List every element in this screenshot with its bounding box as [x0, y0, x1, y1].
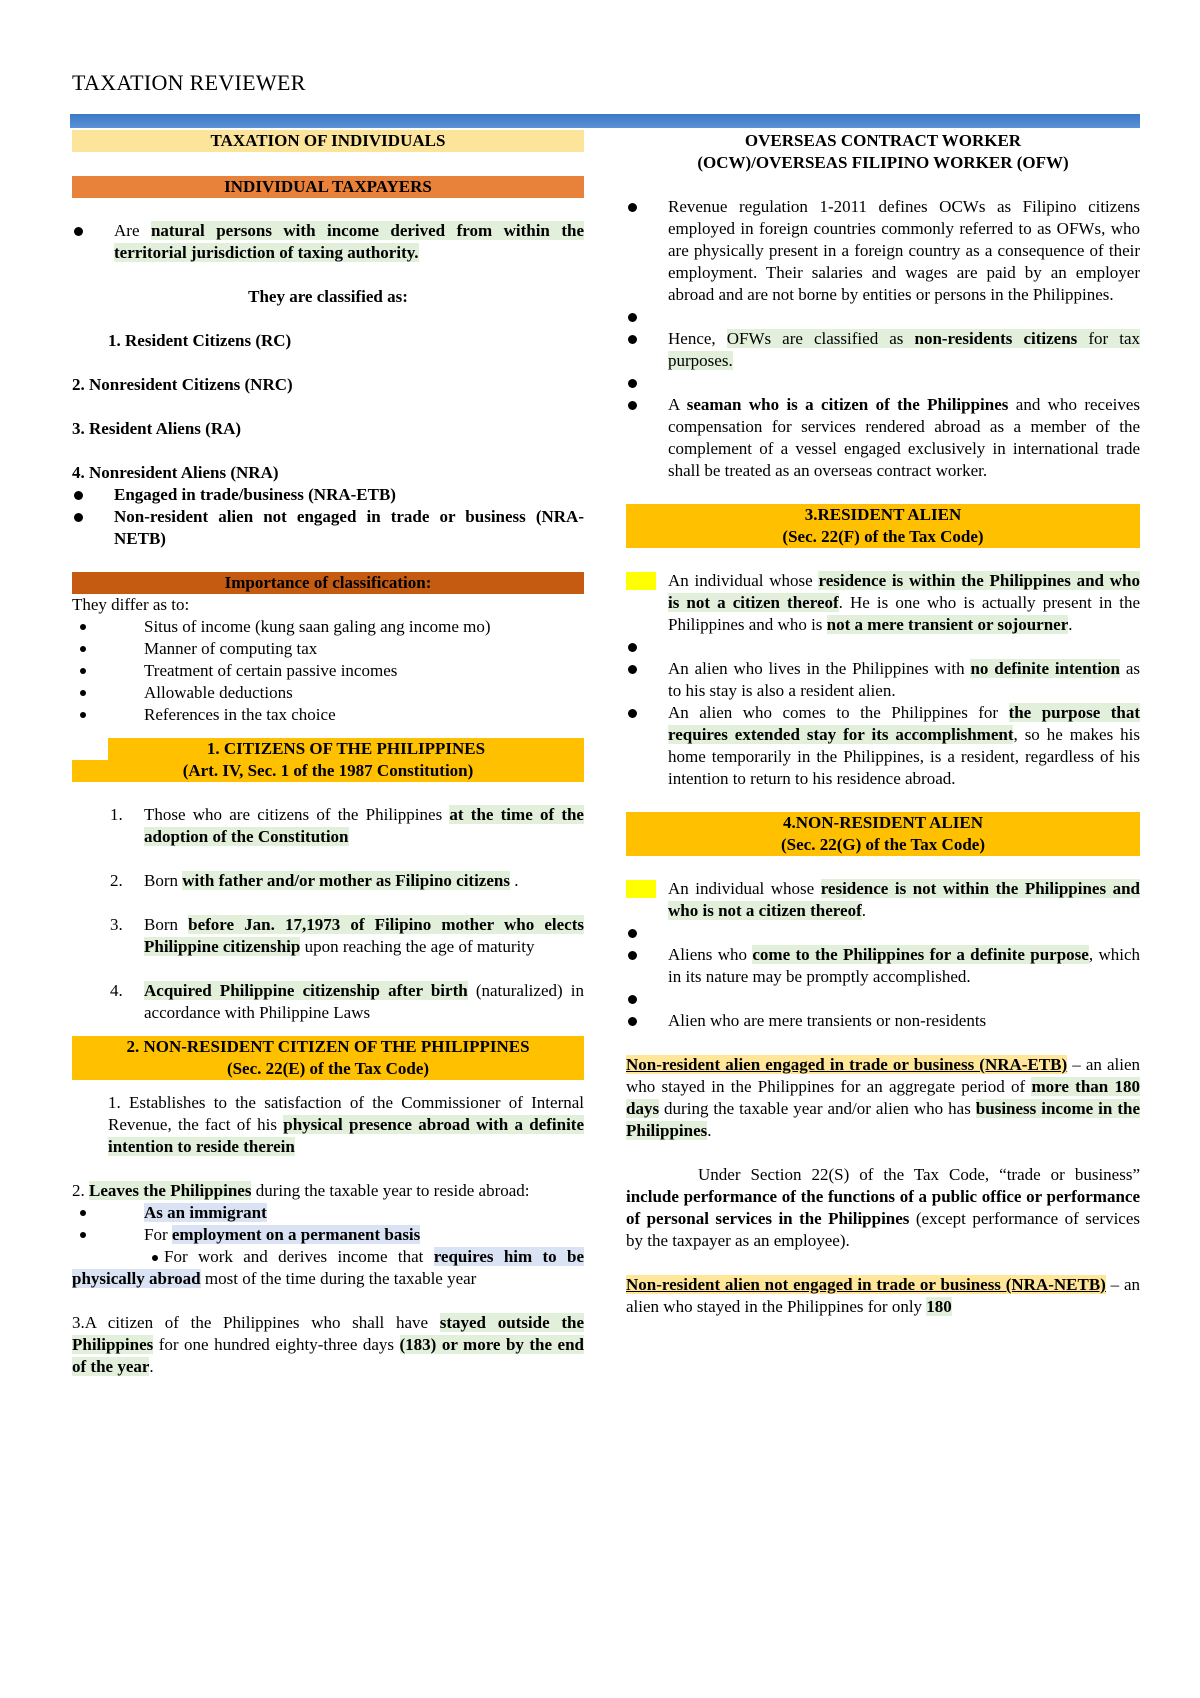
nra-item-3: Alien who are mere transients or non-residents: [626, 1010, 1140, 1032]
resident-alien-list: [626, 570, 1140, 790]
heading-nonresident-alien: [626, 812, 1140, 856]
nrc-item-3: 3.A citizen of the Philippines who shall have stayed outside the Philippines for one hundred eighty-three days (183) or more by the end of the year.: [72, 1313, 584, 1376]
classified-heading: They are classified as:: [248, 287, 408, 306]
differ-item: Situs of income (kung saan galing ang income mo): [72, 616, 584, 638]
heading-ocw-title: OVERSEAS CONTRACT WORKER: [744, 131, 1022, 150]
nrc-sub-employment: For employment on a permanent basis: [72, 1224, 584, 1246]
heading-resident-alien: [626, 504, 1140, 548]
nrc-sub-immigrant: As an immigrant: [72, 1202, 584, 1224]
citizen-item-1: 1. Those who are citizens of the Philippines at the time of the adoption of the Constitution: [110, 805, 584, 846]
heading-citizens: [108, 738, 584, 760]
heading-nonresident-citizen: [72, 1036, 584, 1080]
citizen-item-4: 4. Acquired Philippine citizenship after birth (naturalized) in accordance with Philippine Laws: [110, 981, 584, 1022]
differ-item: Allowable deductions: [72, 682, 584, 704]
heading-nonresident-alien-sub: (Sec. 22(G) of the Tax Code): [781, 835, 985, 854]
nra-sublist: [72, 484, 584, 550]
heading-nonresident-citizen-title: 2. NON-RESIDENT CITIZEN OF THE PHILIPPINES: [126, 1037, 530, 1056]
page-title: TAXATION REVIEWER: [72, 70, 306, 95]
taxpayer-definition-list: [72, 220, 584, 264]
heading-citizens-title: 1. CITIZENS OF THE PHILIPPINES: [206, 739, 486, 758]
nonresident-alien-list: [626, 878, 1140, 1032]
right-column: [626, 130, 1140, 1318]
nrc-sublist: [72, 1202, 584, 1246]
differ-item: Manner of computing tax: [72, 638, 584, 660]
differ-item: Treatment of certain passive incomes: [72, 660, 584, 682]
ocw-item-3: A seaman who is a citizen of the Philippines and who receives compensation for services rendered abroad as a member of the complement of a vessel engaged exclusively in international trade shall be treated as an overseas contract worker.: [626, 394, 1140, 482]
ra-item-3: An alien who comes to the Philippines for the purpose that requires extended stay for its accomplishment, so he makes his home temporarily in the Philippines, is a resident, regardless of his intention to return to his residence abroad.: [626, 702, 1140, 790]
ra-item-1: An individual whose residence is within the Philippines and who is not a citizen thereof. He is one who is actually present in the Philippines and who is not a mere transient or sojourner.: [626, 570, 1140, 636]
heading-nonresident-citizen-sub: (Sec. 22(E) of the Tax Code): [226, 1059, 430, 1078]
heading-ocw-sub: (OCW)/OVERSEAS FILIPINO WORKER (OFW): [697, 153, 1069, 172]
heading-nonresident-alien-title: 4.NON-RESIDENT ALIEN: [783, 813, 983, 832]
taxpayer-definition: Are natural persons with income derived from within the territorial jurisdiction of taxing authority.: [72, 220, 584, 264]
citizen-item-3: 3. Born before Jan. 17,1973 of Filipino mother who elects Philippine citizenship upon reaching the age of maturity: [110, 915, 584, 956]
highlight-marker: [626, 880, 656, 898]
nra-item-2: Aliens who come to the Philippines for a definite purpose, which in its nature may be promptly accomplished.: [626, 944, 1140, 988]
heading-importance: Importance of classification:: [72, 572, 584, 594]
nrc-item-2: 2. Leaves the Philippines during the taxable year to reside abroad:: [72, 1181, 530, 1200]
nra-etb-definition: Non-resident alien engaged in trade or business (NRA-ETB) – an alien who stayed in the Philippines for an aggregate period of more than 180 days during the taxable year and/or alien who has business income in the Philippines.: [626, 1055, 1141, 1140]
class-resident-aliens: 3. Resident Aliens (RA): [72, 419, 242, 438]
class-nonresident-aliens: 4. Nonresident Aliens (NRA): [72, 463, 279, 482]
heading-individual-taxpayers: INDIVIDUAL TAXPAYERS: [72, 176, 584, 198]
heading-resident-alien-sub: (Sec. 22(F) of the Tax Code): [782, 527, 984, 546]
highlight-marker: [626, 572, 656, 590]
heading-ocw: [626, 130, 1140, 174]
class-nonresident-citizens: 2. Nonresident Citizens (NRC): [72, 375, 293, 394]
nra-item-1: An individual whose residence is not within the Philippines and who is not a citizen thereof.: [626, 878, 1140, 922]
differ-item: References in the tax choice: [72, 704, 584, 726]
ocw-list: [626, 196, 1140, 482]
trade-business-definition: Under Section 22(S) of the Tax Code, “trade or business” include performance of the functions of a public office or performance of personal services in the Philippines (except performance of services by the taxpayer as an employee).: [626, 1165, 1140, 1250]
ocw-item-1: Revenue regulation 1-2011 defines OCWs as Filipino citizens employed in foreign countries commonly referred to as OFWs, who are physically present in a foreign country as a consequence of their employment. Their salaries and wages are paid by an employer abroad and are not borne by entities or persons in the Philippines.: [626, 196, 1140, 306]
heading-citizens-sub: (Art. IV, Sec. 1 of the 1987 Constitution): [72, 760, 584, 782]
nrc-sub-work: For work and derives income that requires him to be physically abroad most of the time during the taxable year: [72, 1247, 584, 1288]
class-resident-citizens: 1. Resident Citizens (RC): [108, 331, 292, 350]
nra-etb-item: Engaged in trade/business (NRA-ETB): [72, 484, 584, 506]
ra-item-2: An alien who lives in the Philippines with no definite intention as to his stay is also a resident alien.: [626, 658, 1140, 702]
heading-taxation-of-individuals: TAXATION OF INDIVIDUALS: [72, 130, 584, 152]
nra-netb-item: Non-resident alien not engaged in trade or business (NRA-NETB): [72, 506, 584, 550]
ocw-item-2: Hence, OFWs are classified as non-residents citizens for tax purposes.: [626, 328, 1140, 372]
citizen-item-2: 2. Born with father and/or mother as Filipino citizens .: [110, 871, 519, 890]
title-rule: [70, 114, 1140, 128]
left-column: [72, 130, 584, 1378]
nrc-item-1: 1. Establishes to the satisfaction of the Commissioner of Internal Revenue, the fact of his physical presence abroad with a definite intention to reside therein: [108, 1093, 584, 1156]
heading-resident-alien-title: 3.RESIDENT ALIEN: [804, 505, 962, 524]
citizens-list: [72, 804, 584, 1024]
differ-list: [72, 616, 584, 726]
differ-intro: They differ as to:: [72, 595, 190, 614]
nra-netb-definition: Non-resident alien not engaged in trade or business (NRA-NETB) – an alien who stayed in the Philippines for only 180: [626, 1275, 1140, 1316]
